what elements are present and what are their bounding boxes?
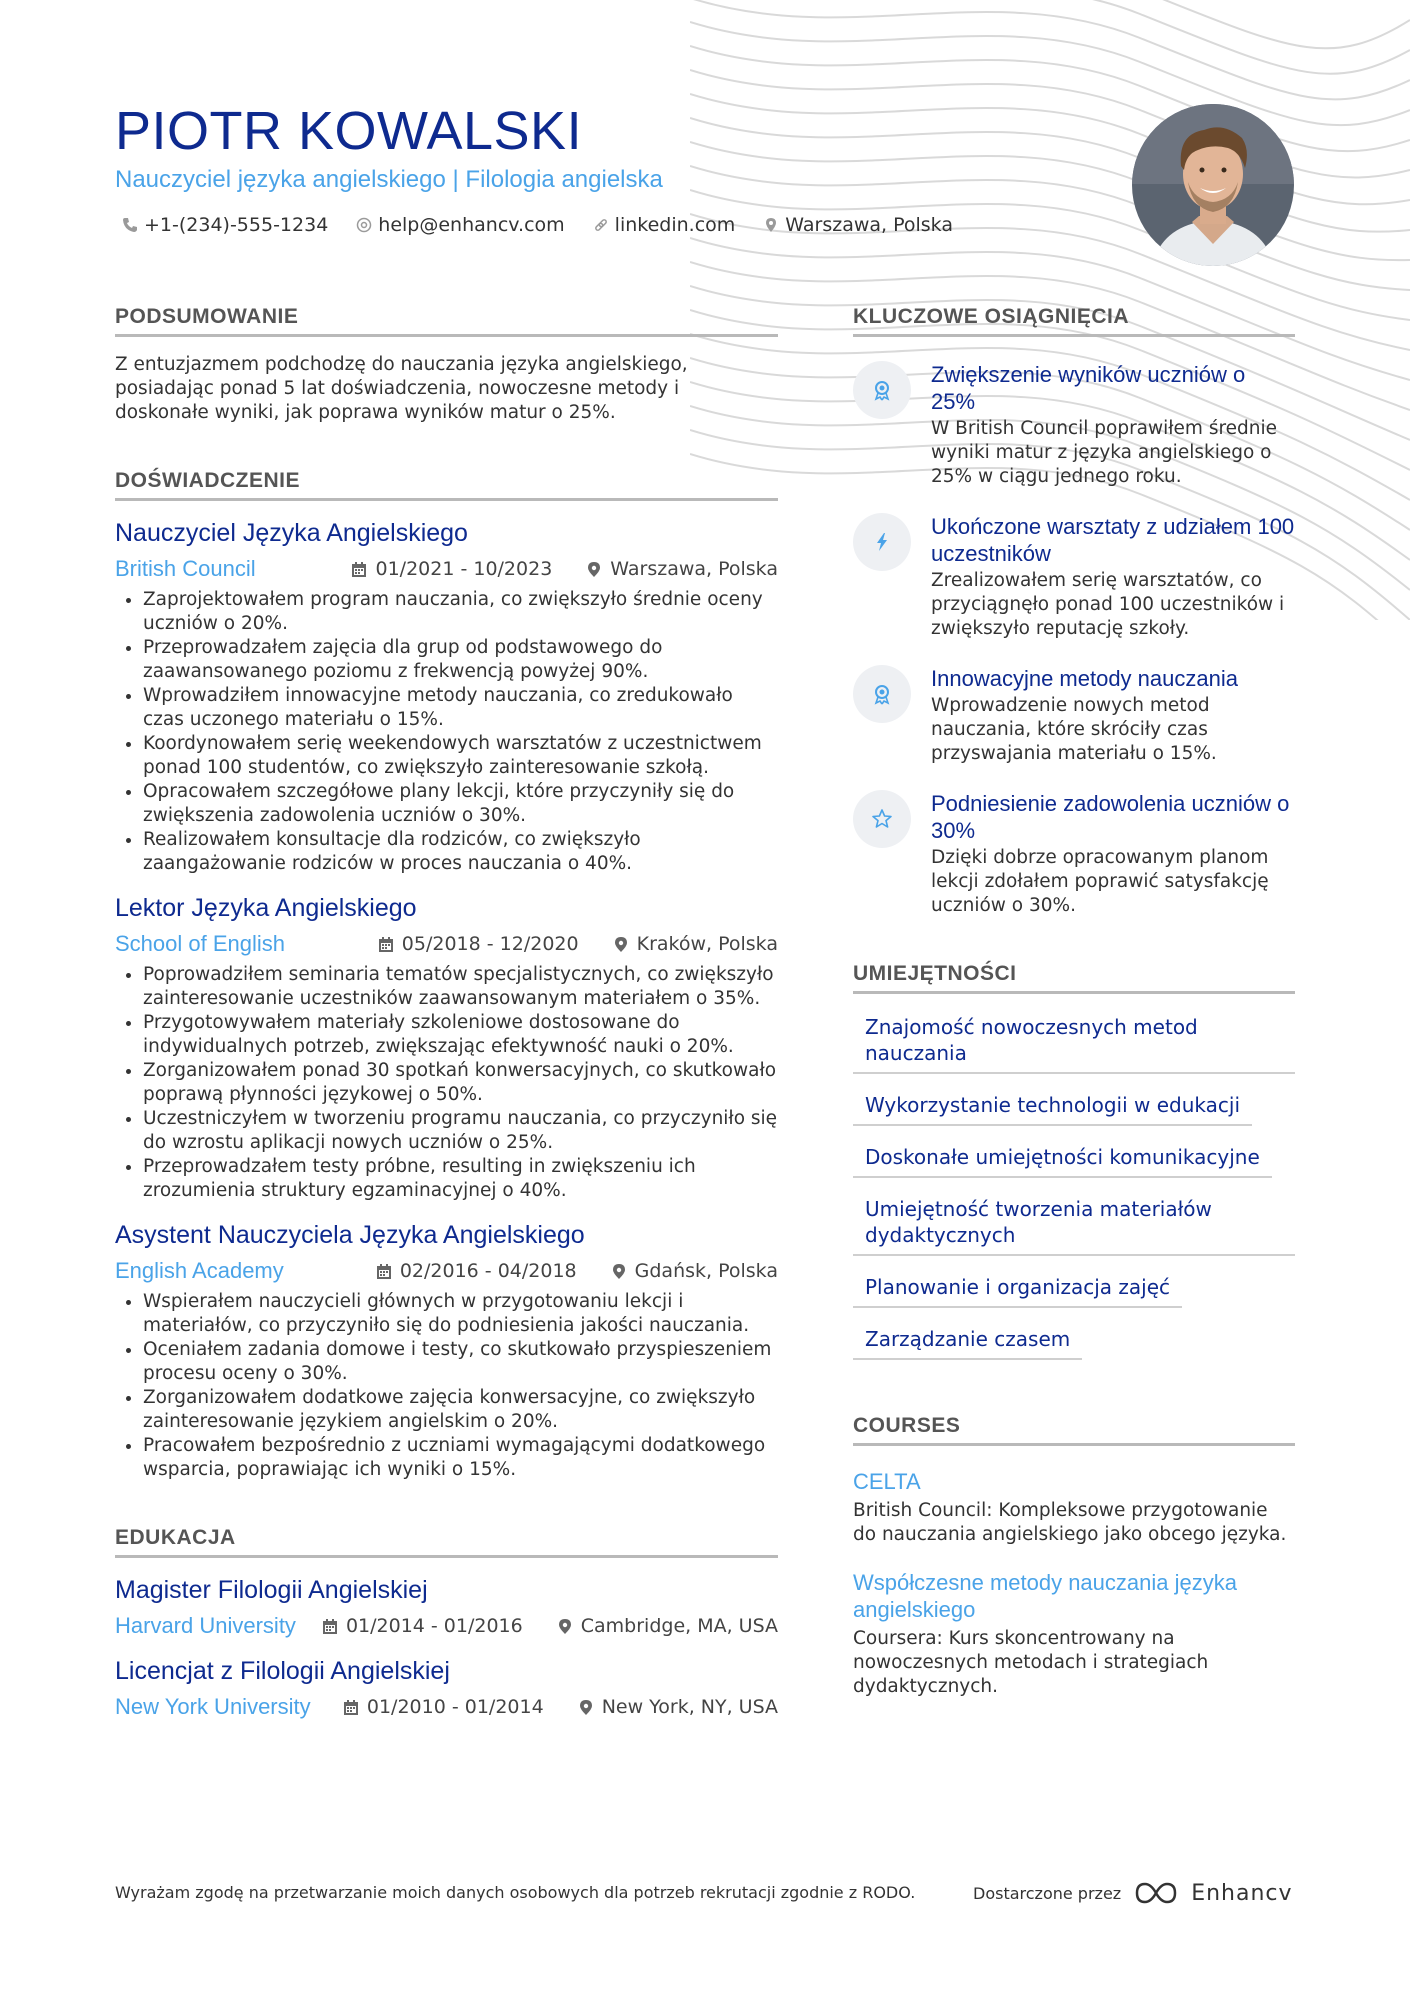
calendar-icon [351,561,367,578]
left-column [115,305,778,1720]
job-bullets [115,1290,778,1482]
skill-item: Zarządzanie czasem [853,1326,1082,1360]
calendar-icon [343,1699,359,1716]
job-date [351,558,552,580]
school-name: New York University [115,1694,311,1719]
achievement-desc: Dzięki dobrze opracowanym planom lekcji zdołałem poprawić satysfakcję uczniów o 30%. [931,847,1269,916]
education-heading: EDUKACJA [115,1526,778,1558]
job-location [586,558,778,580]
powered-by-label: Dostarczone przez [973,1883,1122,1903]
contact-email[interactable] [356,214,564,236]
candidate-name: PIOTR KOWALSKI [115,101,583,161]
calendar-icon [376,1263,392,1280]
bullet: • Koordynowałem serię weekendowych warsztatów z uczestnictwem ponad 100 studentów, co zwiększyło zainteresowanie szkołą. [143,732,778,780]
bullet: • Zorganizowałem ponad 30 spotkań konwersacyjnych, co skutkowało poprawą płynności językowej o 50%. [143,1059,778,1107]
calendar-icon [322,1618,338,1635]
skill-item: Znajomość nowoczesnych metod nauczania [853,1014,1295,1074]
course-desc: Coursera: Kurs skoncentrowany na nowoczesnych metodach i strategiach dydaktycznych. [853,1628,1209,1697]
contact-phone[interactable] [122,214,328,236]
achievement-icon-badge [853,665,911,723]
location-icon [613,936,629,953]
education-date-text: 01/2010 - 01/2014 [366,1696,544,1718]
education-location [557,1615,778,1637]
bullet: • Realizowałem konsultacje dla rodziców, co zwiększyło zaangażowanie rodziców w proces nauczania o 40%. [143,828,778,876]
achievement-desc: Wprowadzenie nowych metod nauczania, które skróciły czas przyswajania materiału o 15%. [931,695,1217,764]
skill-item: Doskonałe umiejętności komunikacyjne [853,1144,1272,1178]
job-entry [115,1221,778,1482]
achievement-item [853,361,1295,489]
bullet: • Poprowadziłem seminaria tematów specjalistycznych, co zwiększyło zainteresowanie uczestników zaawansowanym materiałem o 35%. [143,963,778,1011]
achievement-item [853,790,1295,918]
wave-line [690,142,1410,260]
job-title: Asystent Nauczyciela Języka Angielskiego [115,1221,585,1249]
achievement-title: Zwiększenie wyników uczniów o 25% [931,362,1246,414]
summary-heading: PODSUMOWANIE [115,305,778,337]
achievement-icon-badge [853,513,911,571]
education-location-text: Cambridge, MA, USA [580,1615,778,1637]
bullet: • Zorganizowałem dodatkowe zajęcia konwersacyjne, co zwiększyło zainteresowanie językiem angielskim o 20%. [143,1386,778,1434]
course-desc: British Council: Kompleksowe przygotowanie do nauczania angielskiego jako obcego języka. [853,1500,1287,1545]
location-icon [586,561,602,578]
job-bullets [115,963,778,1203]
job-entry [115,519,778,876]
award-icon [871,683,893,705]
degree-title: Licencjat z Filologii Angielskiej [115,1657,450,1685]
achievement-icon-badge [853,790,911,848]
job-date-text: 05/2018 - 12/2020 [401,933,579,955]
bullet: • Opracowałem szczegółowe plany lekcji, które przyczyniły się do zwiększenia zadowolenia uczniów o 30%. [143,780,778,828]
job-location-text: Gdańsk, Polska [634,1260,778,1282]
bullet: • Przygotowywałem materiały szkoleniowe dostosowane do indywidualnych potrzeb, zwiększając efektywność nauki o 20%. [143,1011,778,1059]
degree-title: Magister Filologii Angielskiej [115,1576,428,1604]
powered-by[interactable] [973,1880,1293,1906]
contact-linkedin-text: linkedin.com [614,214,736,236]
job-organization: School of English [115,931,285,956]
achievement-item [853,513,1295,641]
achievement-icon-badge [853,361,911,419]
summary-text: Z entuzjazmem podchodzę do nauczania języka angielskiego, posiadając ponad 5 lat doświadczenia, nowoczesne metody i doskonałe wyniki, jak poprawa wyników matur o 25%. [115,354,688,423]
job-date-text: 02/2016 - 04/2018 [399,1260,577,1282]
contact-phone-text: +1-(234)-555-1234 [144,214,329,236]
job-organization: British Council [115,556,256,581]
job-meta [115,1258,778,1284]
right-column [853,305,1295,1699]
job-meta [115,556,778,582]
job-location [613,933,778,955]
job-entry [115,894,778,1203]
achievement-title: Podniesienie zadowolenia uczniów o 30% [931,791,1290,843]
course-title: CELTA [853,1469,921,1494]
job-meta [115,931,778,957]
contact-bar [122,214,953,236]
skills-list [853,1014,1295,1378]
job-location-text: Kraków, Polska [636,933,778,955]
award-icon [871,379,893,401]
job-location [611,1260,778,1282]
bullet: • Zaprojektowałem program nauczania, co zwiększyło średnie oceny uczniów o 20%. [143,588,778,636]
skill-item: Wykorzystanie technologii w edukacji [853,1092,1252,1126]
job-organization: English Academy [115,1258,284,1283]
wave-line [690,94,1410,204]
job-title: Lektor Języka Angielskiego [115,894,417,922]
portrait-illustration [1132,104,1294,266]
link-icon [593,217,609,233]
achievements-heading: KLUCZOWE OSIĄGNIĘCIA [853,305,1295,337]
lightning-icon [871,531,893,553]
bullet: • Przeprowadzałem zajęcia dla grup od podstawowego do zaawansowanego poziomu z frekwencją powyżej 90%. [143,636,778,684]
job-date-text: 01/2021 - 10/2023 [375,558,553,580]
education-date-text: 01/2014 - 01/2016 [345,1615,523,1637]
star-icon [871,808,893,830]
candidate-title: Nauczyciel języka angielskiego | Filologia angielska [115,166,663,193]
enhancv-brand: Enhancv [1191,1880,1293,1906]
job-title: Nauczyciel Języka Angielskiego [115,519,468,547]
education-meta [115,1613,778,1639]
job-bullets [115,588,778,876]
education-entry [115,1657,778,1720]
education-date [343,1696,544,1718]
education-entry [115,1576,778,1639]
location-icon [763,217,779,233]
contact-location-text: Warszawa, Polska [785,214,953,236]
bullet: • Pracowałem bezpośrednio z uczniami wymagającymi dodatkowego wsparcia, poprawiając ich wyniki o 15%. [143,1434,778,1482]
contact-linkedin[interactable] [593,214,736,236]
achievement-title: Innowacyjne metody nauczania [931,666,1238,691]
school-name: Harvard University [115,1613,296,1638]
bullet: • Oceniałem zadania domowe i testy, co skutkowało przyspieszeniem procesu oceny o 30%. [143,1338,778,1386]
bullet: • Wspierałem nauczycieli głównych w przygotowaniu lekcji i materiałów, co przyczyniło się do podniesienia jakości nauczania. [143,1290,778,1338]
job-date [378,933,579,955]
profile-photo [1132,104,1294,266]
achievement-desc: W British Council poprawiłem średnie wyniki matur z języka angielskiego o 25% w ciągu jednego roku. [931,418,1278,487]
education-meta [115,1694,778,1720]
skill-item: Umiejętność tworzenia materiałów dydaktycznych [853,1196,1295,1256]
education-location-text: New York, NY, USA [601,1696,778,1718]
skill-item: Planowanie i organizacja zajęć [853,1274,1182,1308]
calendar-icon [378,936,394,953]
bullet: • Przeprowadzałem testy próbne, resulting in zwiększeniu ich zrozumienia struktury egzaminacyjnej o 40%. [143,1155,778,1203]
courses-heading: COURSES [853,1414,1295,1446]
location-icon [578,1699,594,1716]
phone-icon [122,217,138,233]
enhancv-logo-icon [1133,1880,1179,1906]
location-icon [557,1618,573,1635]
education-date [322,1615,523,1637]
contact-location [763,214,953,236]
wave-line [690,0,1410,99]
education-location [578,1696,778,1718]
gdpr-consent: Wyrażam zgodę na przetwarzanie moich danych osobowych dla potrzeb rekrutacji zgodnie z RODO. [115,1883,916,1902]
bullet: • Wprowadziłem innowacyjne metody nauczania, co zredukowało czas uczonego materiału o 15%. [143,684,778,732]
course-title: Współczesne metody nauczania języka angielskiego [853,1570,1237,1622]
achievement-title: Ukończone warsztaty z udziałem 100 uczestników [931,514,1295,566]
at-icon [356,217,372,233]
location-icon [611,1263,627,1280]
job-date [376,1260,577,1282]
wave-line [690,22,1410,125]
skills-heading: UMIEJĘTNOŚCI [853,962,1295,994]
achievement-item [853,665,1295,766]
bullet: • Uczestniczyłem w tworzeniu programu nauczania, co przyczyniło się do wzrostu aplikacji nowych uczniów o 25%. [143,1107,778,1155]
achievement-desc: Zrealizowałem serię warsztatów, co przyciągnęło ponad 100 uczestników i zwiększyło reputację szkoły. [931,570,1285,639]
job-location-text: Warszawa, Polska [610,558,778,580]
contact-email-text: help@enhancv.com [378,214,565,236]
experience-heading: DOŚWIADCZENIE [115,469,778,501]
